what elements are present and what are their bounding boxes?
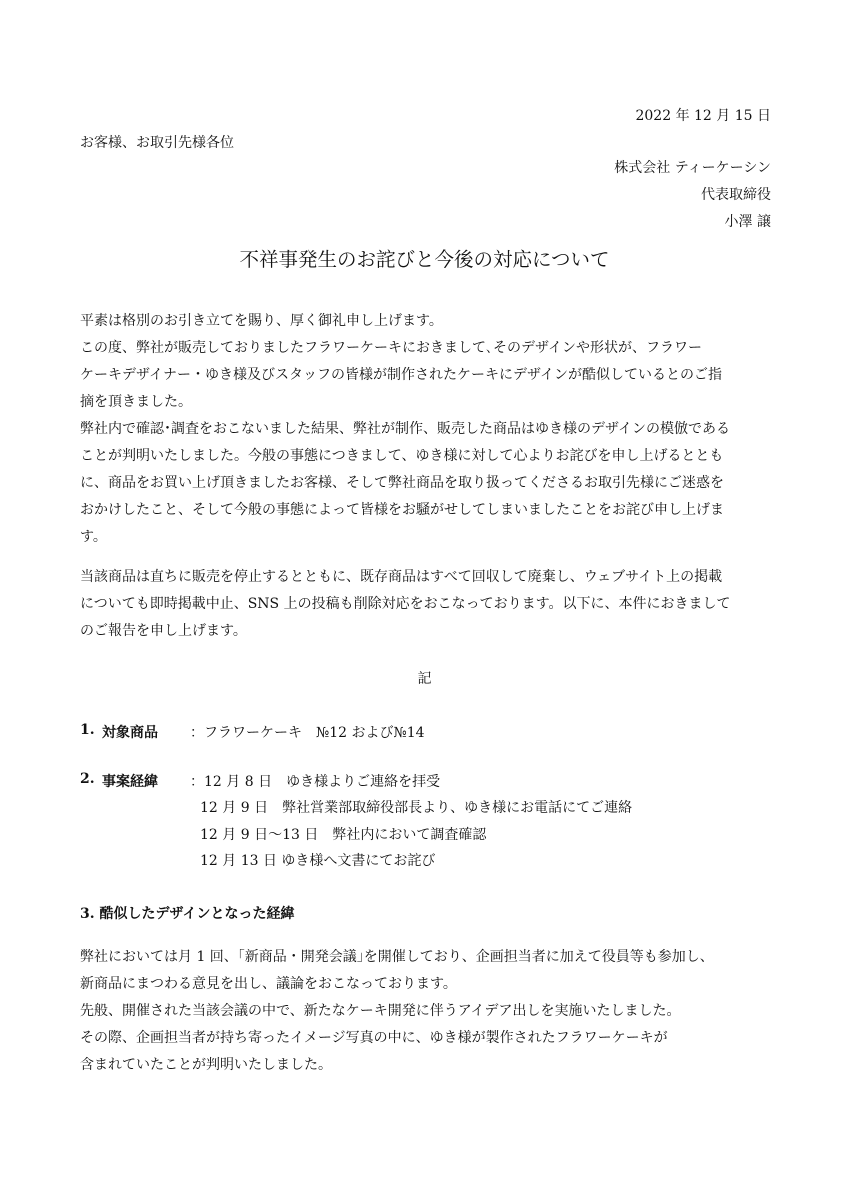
timeline-entry: 12 月 9 日 弊社営業部取締役部長より、ゆき様にお電話にてご連絡 (200, 800, 633, 816)
apology-paragraph (80, 308, 770, 551)
response-paragraph (80, 564, 770, 645)
paragraph-line: ことが判明いたしました。今般の事態につきまして、ゆき様に対して心よりお詫びを申し上げるととも (80, 448, 724, 464)
document-title: 不祥事発生のお詫びと今後の対応について (239, 248, 610, 271)
paragraph-line: 摘を頂きました。 (80, 394, 192, 410)
paragraph-line: その際、企画担当者が持ち寄ったイメージ写真の中に、ゆき様が製作されたフラワーケーキが (80, 1030, 668, 1046)
paragraph-line: おかけしたこと、そして今般の事態によって皆様をお騒がせしてしまいましたことをお詫び申し上げま (80, 502, 724, 518)
paragraph-line: 平素は格別のお引き立てを賜り、厚く御礼申し上げます。 (80, 313, 443, 329)
item-label: 対象商品 (102, 725, 158, 741)
paragraph-line: ケーキデザイナー・ゆき様及びスタッフの皆様が制作されたケーキにデザインが酷似しているとのご指 (80, 367, 723, 383)
paragraph-line: 新商品にまつわる意見を出し、議論をおこなっております。 (80, 976, 457, 992)
paragraph-line: 当該商品は直ちに販売を停止するとともに、既存商品はすべて回収して廃棄し、ウェブサイト上の掲載 (80, 569, 723, 585)
paragraph-line: 含まれていたことが判明いたしました。 (80, 1057, 332, 1073)
ki-heading: 記 (417, 671, 432, 687)
paragraph-line: 弊社内で確認･調査をおこないました結果、弊社が制作、販売した商品はゆき様のデザインの模倣である (80, 421, 731, 437)
timeline-entry: 12 月 9 日〜13 日 弊社内において調査確認 (200, 827, 487, 843)
item-label: 事案経緯 (102, 774, 158, 790)
section-3-heading: 3. 酷似したデザインとなった経緯 (80, 906, 295, 922)
sender-role: 代表取締役 (701, 187, 771, 203)
section-3-paragraph (80, 944, 770, 1079)
timeline-entry: ：12 月 8 日 ゆき様よりご連絡を拝受 (190, 774, 441, 790)
paragraph-line: のご報告を申し上げます。 (80, 623, 247, 639)
paragraph-line: についても即時掲載中止、SNS 上の投稿も削除対応をおこなっております。以下に、本件におきまして (80, 596, 731, 612)
item-number: 2. (80, 771, 95, 787)
item-number: 1. (80, 722, 95, 738)
letter-date: 2022 年 12 月 15 日 (635, 108, 771, 124)
sender-company: 株式会社 ティーケーシン (614, 160, 771, 176)
paragraph-line: す。 (80, 529, 107, 545)
recipient-line: お客様、お取引先様各位 (80, 135, 234, 151)
paragraph-line: に、商品をお買い上げ頂きましたお客様、そして弊社商品を取り扱ってくださるお取引先様にご迷惑を (80, 475, 724, 491)
item-value: ：フラワーケーキ №12 および№14 (190, 725, 425, 741)
sender-name: 小澤 譲 (724, 214, 771, 230)
paragraph-line: 弊社においては月 1 回、｢新商品・開発会議｣を開催しており、企画担当者に加えて役員等も参加し、 (80, 949, 714, 965)
paragraph-line: この度、弊社が販売しておりましたフラワーケーキにおきまして､そのデザインや形状が、フラワー (80, 340, 703, 356)
paragraph-line: 先般、開催された当該会議の中で、新たなケーキ開発に伴うアイデア出しを実施いたしました。 (80, 1003, 681, 1019)
timeline-entry: 12 月 13 日 ゆき様へ文書にてお詫び (200, 853, 436, 869)
